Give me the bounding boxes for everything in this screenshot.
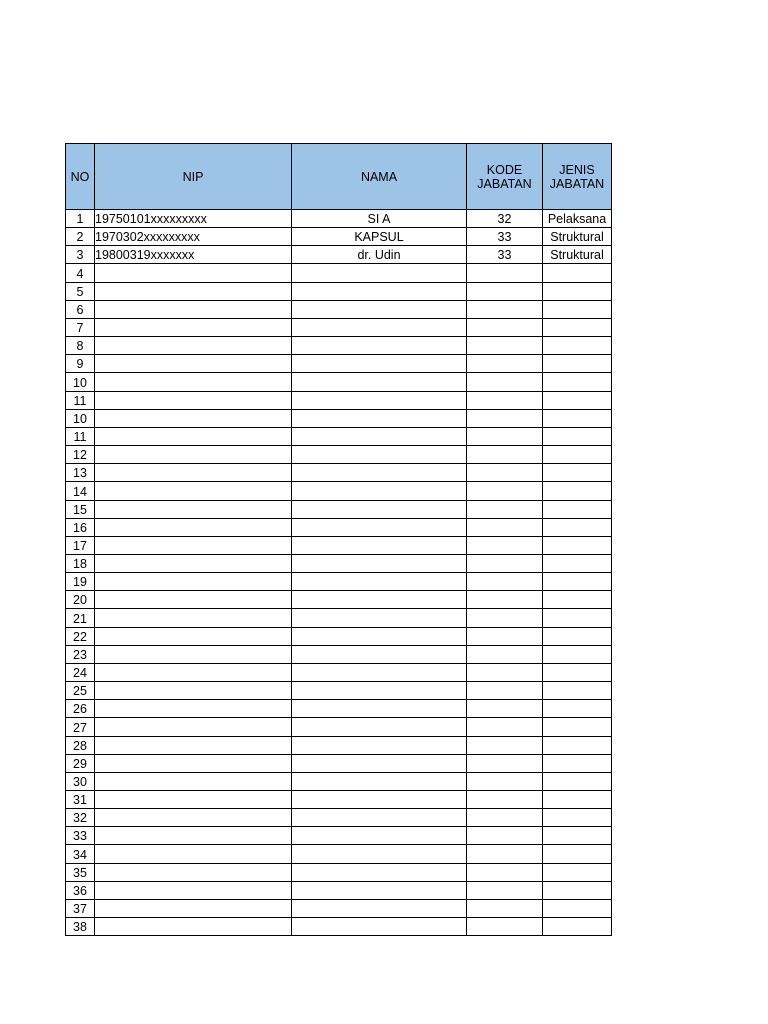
cell-jenis-jabatan[interactable] — [543, 881, 612, 899]
cell-jenis-jabatan[interactable] — [543, 427, 612, 445]
table-row — [66, 427, 612, 445]
cell-jenis-jabatan[interactable] — [543, 264, 612, 282]
table-row — [66, 446, 612, 464]
cell-nip[interactable] — [95, 881, 292, 899]
cell-nip[interactable] — [95, 663, 292, 681]
cell-no[interactable]: 9 — [66, 355, 95, 373]
table-header — [66, 144, 612, 210]
cell-kode-jabatan[interactable] — [467, 337, 543, 355]
cell-nip[interactable] — [95, 682, 292, 700]
cell-kode-jabatan[interactable] — [467, 718, 543, 736]
cell-nama[interactable] — [292, 464, 467, 482]
cell-no[interactable]: 15 — [66, 500, 95, 518]
cell-nip[interactable] — [95, 573, 292, 591]
cell-nama[interactable] — [292, 881, 467, 899]
cell-nama[interactable] — [292, 645, 467, 663]
table-row — [66, 663, 612, 681]
cell-jenis-jabatan[interactable] — [543, 809, 612, 827]
cell-no[interactable]: 11 — [66, 391, 95, 409]
cell-no[interactable]: 5 — [66, 282, 95, 300]
table-row — [66, 573, 612, 591]
employee-table — [65, 143, 612, 936]
cell-nama[interactable] — [292, 391, 467, 409]
cell-no[interactable]: 3 — [66, 246, 95, 264]
cell-nip[interactable] — [95, 391, 292, 409]
table-row — [66, 409, 612, 427]
cell-kode-jabatan[interactable] — [467, 772, 543, 790]
cell-jenis-jabatan[interactable] — [543, 518, 612, 536]
cell-nama[interactable] — [292, 482, 467, 500]
cell-no[interactable]: 21 — [66, 609, 95, 627]
cell-no[interactable]: 32 — [66, 809, 95, 827]
cell-nip[interactable] — [95, 464, 292, 482]
cell-jenis-jabatan[interactable] — [543, 827, 612, 845]
cell-kode-jabatan[interactable] — [467, 754, 543, 772]
cell-nip[interactable] — [95, 827, 292, 845]
cell-no[interactable]: 6 — [66, 300, 95, 318]
cell-nip[interactable] — [95, 264, 292, 282]
cell-jenis-jabatan[interactable] — [543, 391, 612, 409]
cell-no[interactable]: 10 — [66, 409, 95, 427]
cell-nama[interactable] — [292, 554, 467, 572]
cell-nama[interactable]: dr. Udin — [292, 246, 467, 264]
table-row — [66, 899, 612, 917]
cell-jenis-jabatan[interactable] — [543, 718, 612, 736]
table-row — [66, 518, 612, 536]
table-row — [66, 791, 612, 809]
cell-kode-jabatan[interactable] — [467, 881, 543, 899]
cell-kode-jabatan[interactable] — [467, 427, 543, 445]
cell-kode-jabatan[interactable] — [467, 446, 543, 464]
cell-kode-jabatan[interactable] — [467, 391, 543, 409]
table-row — [66, 536, 612, 554]
table-row — [66, 391, 612, 409]
cell-jenis-jabatan[interactable] — [543, 282, 612, 300]
cell-jenis-jabatan[interactable] — [543, 591, 612, 609]
table-row — [66, 500, 612, 518]
table-row — [66, 700, 612, 718]
cell-nip[interactable] — [95, 300, 292, 318]
cell-nama[interactable] — [292, 500, 467, 518]
cell-nama[interactable] — [292, 754, 467, 772]
cell-no[interactable]: 27 — [66, 718, 95, 736]
cell-nip[interactable] — [95, 554, 292, 572]
cell-jenis-jabatan[interactable] — [543, 899, 612, 917]
cell-nama[interactable] — [292, 591, 467, 609]
cell-jenis-jabatan[interactable] — [543, 772, 612, 790]
table-row — [66, 645, 612, 663]
table-row — [66, 682, 612, 700]
header-cell-nip[interactable]: NIP — [95, 144, 292, 210]
table-row — [66, 609, 612, 627]
cell-nama[interactable] — [292, 282, 467, 300]
table-row — [66, 228, 612, 246]
cell-no[interactable]: 19 — [66, 573, 95, 591]
cell-nip[interactable] — [95, 536, 292, 554]
cell-jenis-jabatan[interactable] — [543, 918, 612, 936]
cell-jenis-jabatan[interactable] — [543, 554, 612, 572]
cell-nama[interactable] — [292, 373, 467, 391]
cell-nip[interactable] — [95, 518, 292, 536]
cell-nama[interactable]: KAPSUL — [292, 228, 467, 246]
table-row — [66, 845, 612, 863]
cell-nama[interactable] — [292, 682, 467, 700]
cell-kode-jabatan[interactable] — [467, 645, 543, 663]
cell-nip[interactable] — [95, 627, 292, 645]
table-row — [66, 282, 612, 300]
cell-no[interactable]: 10 — [66, 373, 95, 391]
cell-no[interactable]: 2 — [66, 228, 95, 246]
table-row — [66, 809, 612, 827]
cell-no[interactable]: 34 — [66, 845, 95, 863]
cell-jenis-jabatan[interactable]: Pelaksana — [543, 210, 612, 228]
cell-jenis-jabatan[interactable] — [543, 700, 612, 718]
cell-nama[interactable]: SI A — [292, 210, 467, 228]
cell-kode-jabatan[interactable] — [467, 827, 543, 845]
cell-kode-jabatan[interactable] — [467, 663, 543, 681]
cell-no[interactable]: 14 — [66, 482, 95, 500]
cell-no[interactable]: 11 — [66, 427, 95, 445]
cell-kode-jabatan[interactable] — [467, 373, 543, 391]
table-row — [66, 355, 612, 373]
cell-kode-jabatan[interactable] — [467, 300, 543, 318]
cell-kode-jabatan[interactable] — [467, 627, 543, 645]
cell-kode-jabatan[interactable] — [467, 899, 543, 917]
cell-nip[interactable] — [95, 700, 292, 718]
cell-jenis-jabatan[interactable] — [543, 736, 612, 754]
cell-kode-jabatan[interactable] — [467, 318, 543, 336]
cell-nama[interactable] — [292, 300, 467, 318]
cell-nip[interactable] — [95, 591, 292, 609]
cell-no[interactable]: 30 — [66, 772, 95, 790]
cell-nama[interactable] — [292, 337, 467, 355]
cell-nama[interactable] — [292, 845, 467, 863]
table-row — [66, 337, 612, 355]
cell-nip[interactable] — [95, 409, 292, 427]
table-row — [66, 827, 612, 845]
cell-no[interactable]: 7 — [66, 318, 95, 336]
cell-jenis-jabatan[interactable] — [543, 373, 612, 391]
cell-kode-jabatan[interactable]: 32 — [467, 210, 543, 228]
cell-kode-jabatan[interactable] — [467, 536, 543, 554]
table-row — [66, 591, 612, 609]
cell-jenis-jabatan[interactable] — [543, 337, 612, 355]
cell-kode-jabatan[interactable] — [467, 464, 543, 482]
cell-nip[interactable] — [95, 609, 292, 627]
cell-nama[interactable] — [292, 573, 467, 591]
cell-nama[interactable] — [292, 318, 467, 336]
cell-nama[interactable] — [292, 355, 467, 373]
cell-nip[interactable] — [95, 373, 292, 391]
table-row — [66, 210, 612, 228]
cell-kode-jabatan[interactable] — [467, 845, 543, 863]
cell-nip[interactable]: 1970302xxxxxxxxx — [95, 228, 292, 246]
cell-jenis-jabatan[interactable] — [543, 464, 612, 482]
cell-no[interactable]: 18 — [66, 554, 95, 572]
cell-kode-jabatan[interactable]: 33 — [467, 228, 543, 246]
table-row — [66, 318, 612, 336]
cell-no[interactable]: 24 — [66, 663, 95, 681]
cell-nama[interactable] — [292, 627, 467, 645]
cell-kode-jabatan[interactable] — [467, 573, 543, 591]
cell-nama[interactable] — [292, 918, 467, 936]
cell-nip[interactable] — [95, 899, 292, 917]
cell-no[interactable]: 8 — [66, 337, 95, 355]
cell-no[interactable]: 35 — [66, 863, 95, 881]
cell-jenis-jabatan[interactable] — [543, 573, 612, 591]
cell-nip[interactable] — [95, 736, 292, 754]
cell-no[interactable]: 17 — [66, 536, 95, 554]
cell-nama[interactable] — [292, 700, 467, 718]
table-row — [66, 246, 612, 264]
cell-no[interactable]: 22 — [66, 627, 95, 645]
cell-nip[interactable] — [95, 282, 292, 300]
cell-nip[interactable]: 19750101xxxxxxxxx — [95, 210, 292, 228]
cell-nama[interactable] — [292, 536, 467, 554]
cell-nip[interactable] — [95, 845, 292, 863]
cell-nama[interactable] — [292, 827, 467, 845]
cell-no[interactable]: 25 — [66, 682, 95, 700]
cell-kode-jabatan[interactable] — [467, 500, 543, 518]
cell-no[interactable]: 4 — [66, 264, 95, 282]
cell-nama[interactable] — [292, 264, 467, 282]
cell-jenis-jabatan[interactable] — [543, 627, 612, 645]
table-row — [66, 736, 612, 754]
cell-kode-jabatan[interactable] — [467, 809, 543, 827]
table-row — [66, 464, 612, 482]
table-row — [66, 863, 612, 881]
header-row — [66, 144, 612, 210]
cell-jenis-jabatan[interactable] — [543, 300, 612, 318]
cell-jenis-jabatan[interactable] — [543, 536, 612, 554]
cell-nip[interactable] — [95, 500, 292, 518]
cell-nip[interactable] — [95, 754, 292, 772]
cell-jenis-jabatan[interactable] — [543, 609, 612, 627]
cell-no[interactable]: 20 — [66, 591, 95, 609]
cell-no[interactable]: 1 — [66, 210, 95, 228]
cell-nama[interactable] — [292, 899, 467, 917]
table-body — [66, 210, 612, 936]
cell-no[interactable]: 37 — [66, 899, 95, 917]
cell-jenis-jabatan[interactable] — [543, 500, 612, 518]
cell-kode-jabatan[interactable] — [467, 791, 543, 809]
header-cell-no[interactable]: NO — [66, 144, 95, 210]
table-row — [66, 718, 612, 736]
cell-no[interactable]: 29 — [66, 754, 95, 772]
cell-jenis-jabatan[interactable] — [543, 754, 612, 772]
cell-no[interactable]: 13 — [66, 464, 95, 482]
cell-nama[interactable] — [292, 663, 467, 681]
cell-nip[interactable] — [95, 918, 292, 936]
cell-kode-jabatan[interactable] — [467, 863, 543, 881]
cell-jenis-jabatan[interactable] — [543, 355, 612, 373]
cell-no[interactable]: 12 — [66, 446, 95, 464]
cell-jenis-jabatan[interactable] — [543, 482, 612, 500]
cell-kode-jabatan[interactable] — [467, 700, 543, 718]
cell-nama[interactable] — [292, 736, 467, 754]
cell-jenis-jabatan[interactable] — [543, 645, 612, 663]
header-cell-nama[interactable]: NAMA — [292, 144, 467, 210]
cell-jenis-jabatan[interactable] — [543, 845, 612, 863]
table-row — [66, 554, 612, 572]
cell-kode-jabatan[interactable] — [467, 518, 543, 536]
cell-nip[interactable] — [95, 355, 292, 373]
table-row — [66, 772, 612, 790]
cell-jenis-jabatan[interactable] — [543, 318, 612, 336]
cell-nip[interactable] — [95, 791, 292, 809]
cell-nip[interactable] — [95, 645, 292, 663]
cell-nip[interactable] — [95, 337, 292, 355]
cell-no[interactable]: 26 — [66, 700, 95, 718]
cell-kode-jabatan[interactable] — [467, 918, 543, 936]
cell-jenis-jabatan[interactable] — [543, 663, 612, 681]
cell-nama[interactable] — [292, 518, 467, 536]
table-row — [66, 918, 612, 936]
table-row — [66, 482, 612, 500]
cell-nip[interactable] — [95, 318, 292, 336]
cell-jenis-jabatan[interactable] — [543, 863, 612, 881]
cell-no[interactable]: 28 — [66, 736, 95, 754]
cell-kode-jabatan[interactable] — [467, 264, 543, 282]
cell-kode-jabatan[interactable] — [467, 482, 543, 500]
cell-nama[interactable] — [292, 446, 467, 464]
cell-jenis-jabatan[interactable] — [543, 682, 612, 700]
cell-jenis-jabatan[interactable] — [543, 791, 612, 809]
table-row — [66, 300, 612, 318]
cell-nama[interactable] — [292, 772, 467, 790]
cell-nip[interactable] — [95, 718, 292, 736]
cell-kode-jabatan[interactable] — [467, 609, 543, 627]
table-row — [66, 264, 612, 282]
cell-no[interactable]: 16 — [66, 518, 95, 536]
cell-jenis-jabatan[interactable]: Struktural — [543, 246, 612, 264]
cell-nip[interactable] — [95, 772, 292, 790]
cell-jenis-jabatan[interactable] — [543, 409, 612, 427]
cell-kode-jabatan[interactable] — [467, 282, 543, 300]
header-cell-jenis-jabatan[interactable]: JENIS JABATAN — [543, 144, 612, 210]
cell-kode-jabatan[interactable] — [467, 409, 543, 427]
cell-nama[interactable] — [292, 863, 467, 881]
cell-nama[interactable] — [292, 409, 467, 427]
cell-nama[interactable] — [292, 791, 467, 809]
cell-nama[interactable] — [292, 427, 467, 445]
table-row — [66, 881, 612, 899]
cell-nip[interactable]: 19800319xxxxxxx — [95, 246, 292, 264]
cell-kode-jabatan[interactable] — [467, 591, 543, 609]
cell-jenis-jabatan[interactable] — [543, 446, 612, 464]
cell-no[interactable]: 38 — [66, 918, 95, 936]
cell-nama[interactable] — [292, 609, 467, 627]
cell-no[interactable]: 33 — [66, 827, 95, 845]
cell-no[interactable]: 23 — [66, 645, 95, 663]
header-cell-kode-jabatan[interactable]: KODE JABATAN — [467, 144, 543, 210]
cell-nip[interactable] — [95, 446, 292, 464]
cell-nip[interactable] — [95, 863, 292, 881]
cell-nip[interactable] — [95, 809, 292, 827]
cell-nip[interactable] — [95, 427, 292, 445]
cell-nama[interactable] — [292, 809, 467, 827]
cell-no[interactable]: 36 — [66, 881, 95, 899]
table-row — [66, 627, 612, 645]
cell-kode-jabatan[interactable] — [467, 355, 543, 373]
table-row — [66, 373, 612, 391]
table-row — [66, 754, 612, 772]
cell-kode-jabatan[interactable]: 33 — [467, 246, 543, 264]
cell-kode-jabatan[interactable] — [467, 682, 543, 700]
cell-nip[interactable] — [95, 482, 292, 500]
cell-no[interactable]: 31 — [66, 791, 95, 809]
cell-kode-jabatan[interactable] — [467, 554, 543, 572]
cell-nama[interactable] — [292, 718, 467, 736]
cell-kode-jabatan[interactable] — [467, 736, 543, 754]
cell-jenis-jabatan[interactable]: Struktural — [543, 228, 612, 246]
